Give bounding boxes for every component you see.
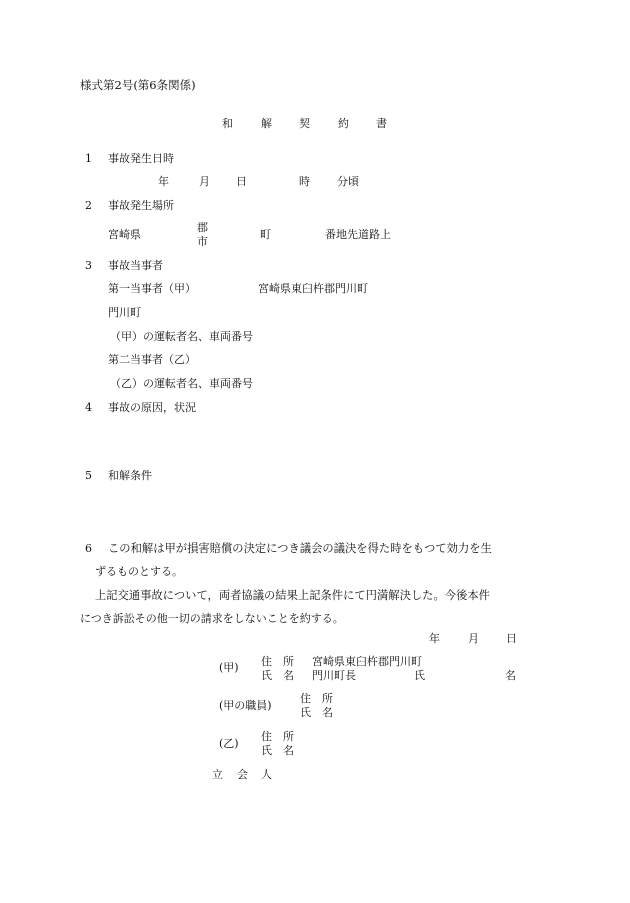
section-heading: 事故の原因，状況 [108,401,196,414]
date-year: 年 [429,632,440,645]
address-label: 住 所 [300,692,333,705]
section-heading: 事故発生日時 [108,152,174,165]
address-label: 住 所 [261,730,294,743]
party-b-label: 第二当事者（乙） [108,353,196,366]
title-char: 書 [376,117,387,130]
witness-char: 会 [237,768,248,781]
name-label: 氏 名 [300,706,333,719]
hour-label: 時 [299,175,310,188]
party-a-sig-address: 宮崎県東臼杵郡門川町 [312,655,422,668]
section-heading: 事故発生場所 [108,199,174,212]
day-label: 日 [236,175,247,188]
date-day: 日 [506,632,517,645]
mei-char: 名 [505,669,516,682]
form-label: 様式第2号(第6条関係) [80,78,196,92]
shi-label: 市 [197,235,208,248]
address-label: 住 所 [261,655,294,668]
section-number: 5 [85,469,92,482]
minute-label: 分頃 [337,175,359,188]
name-label: 氏 名 [261,669,294,682]
address-tail: 番地先道路上 [325,228,391,241]
section6-line1: この和解は甲が損害賠償の決定につき議会の議決を得た時をもつて効力を生 [108,542,492,555]
party-a-address-cont: 門川町 [108,306,141,319]
section-number: 3 [85,259,92,272]
party-a-address: 宮崎県東臼杵郡門川町 [258,282,368,295]
title-char: 契 [299,117,310,130]
month-label: 月 [199,175,210,188]
gun-label: 郡 [197,221,208,234]
closing-line1: 上記交通事故について，両者協議の結果上記条件にて円満解決した。今後本件 [95,589,490,602]
party-b-driver: （乙）の運転者名、車両番号 [110,377,253,390]
section-number: 6 [85,542,92,555]
party-a-sig-name: 門川町長 [312,669,356,682]
witness-char: 立 [212,768,223,781]
section-heading: 和解条件 [108,469,152,482]
closing-line2: につき訴訟その他一切の請求をしないことを約する。 [80,612,344,625]
party-a-sig-label: (甲) [219,661,239,674]
party-a-label: 第一当事者（甲） [108,282,196,295]
date-month: 月 [468,632,479,645]
town-label: 町 [260,228,271,241]
prefecture-label: 宮崎県 [108,228,141,241]
section-number: 2 [85,199,92,212]
section-heading: 事故当事者 [108,259,163,272]
staff-sig-label: (甲の職員) [219,699,272,712]
witness-char: 人 [261,768,272,781]
title-char: 解 [261,117,272,130]
title-char: 和 [222,117,233,130]
section-number: 4 [85,401,92,414]
name-label: 氏 名 [261,744,294,757]
section-number: 1 [85,152,92,165]
year-label: 年 [158,175,169,188]
party-b-sig-label: (乙) [219,737,239,750]
shi-char: 氏 [414,669,425,682]
title-char: 約 [338,117,349,130]
section6-line2: ずるものとする。 [95,565,183,578]
party-a-driver: （甲）の運転者名、車両番号 [110,330,253,343]
